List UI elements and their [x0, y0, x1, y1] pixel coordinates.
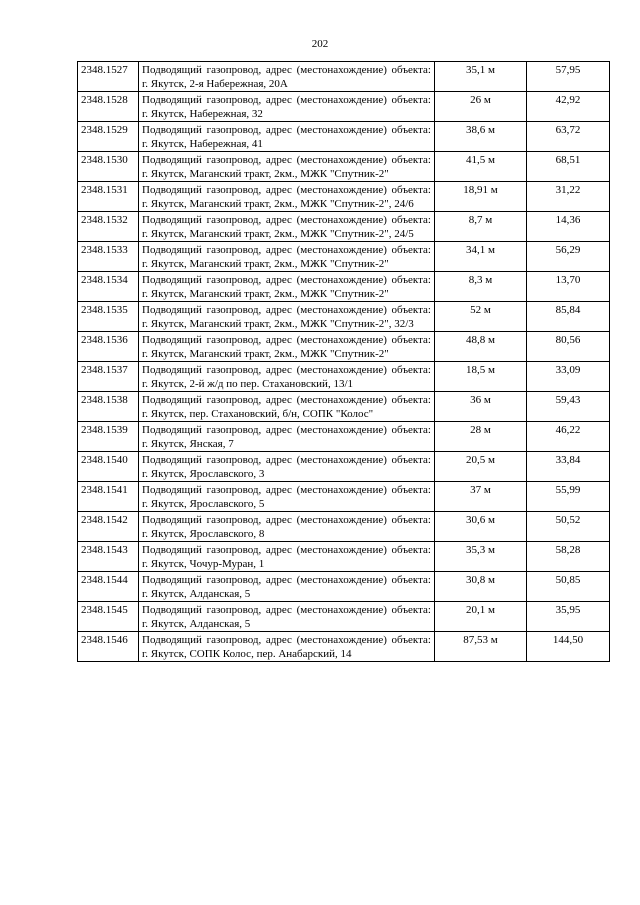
description-cell: Подводящий газопровод, адрес (местонахождение) объекта: г. Якутск, пер. Стахановский, б/н, СОПК "Колос" — [139, 392, 435, 422]
row-number-cell: 2348.1530 — [78, 152, 139, 182]
registry-table-body — [78, 62, 610, 662]
value-cell: 13,70 — [527, 272, 610, 302]
table-row — [78, 272, 610, 302]
row-number-cell: 2348.1539 — [78, 422, 139, 452]
description-cell: Подводящий газопровод, адрес (местонахождение) объекта: г. Якутск, Ярославского, 5 — [139, 482, 435, 512]
length-cell: 34,1 м — [435, 242, 527, 272]
description-cell: Подводящий газопровод, адрес (местонахождение) объекта: г. Якутск, Маганский тракт, 2км., МЖК "Спутник-2" — [139, 152, 435, 182]
length-cell: 20,1 м — [435, 602, 527, 632]
row-number-cell: 2348.1544 — [78, 572, 139, 602]
description-cell: Подводящий газопровод, адрес (местонахождение) объекта: г. Якутск, Маганский тракт, 2км., МЖК "Спутник-2", 32/3 — [139, 302, 435, 332]
table-row — [78, 632, 610, 662]
description-cell: Подводящий газопровод, адрес (местонахождение) объекта: г. Якутск, 2-й ж/д по пер. Стахановский, 13/1 — [139, 362, 435, 392]
length-cell: 48,8 м — [435, 332, 527, 362]
row-number-cell: 2348.1535 — [78, 302, 139, 332]
table-row — [78, 332, 610, 362]
length-cell: 41,5 м — [435, 152, 527, 182]
value-cell: 59,43 — [527, 392, 610, 422]
length-cell: 52 м — [435, 302, 527, 332]
row-number-cell: 2348.1534 — [78, 272, 139, 302]
table-row — [78, 362, 610, 392]
length-cell: 30,6 м — [435, 512, 527, 542]
length-cell: 18,91 м — [435, 182, 527, 212]
table-row — [78, 242, 610, 272]
row-number-cell: 2348.1538 — [78, 392, 139, 422]
length-cell: 28 м — [435, 422, 527, 452]
value-cell: 14,36 — [527, 212, 610, 242]
description-cell: Подводящий газопровод, адрес (местонахождение) объекта: г. Якутск, 2-я Набережная, 20А — [139, 62, 435, 92]
length-cell: 36 м — [435, 392, 527, 422]
description-cell: Подводящий газопровод, адрес (местонахождение) объекта: г. Якутск, Маганский тракт, 2км., МЖК "Спутник-2", 24/5 — [139, 212, 435, 242]
length-cell: 35,3 м — [435, 542, 527, 572]
table-row — [78, 572, 610, 602]
length-cell: 8,3 м — [435, 272, 527, 302]
row-number-cell: 2348.1542 — [78, 512, 139, 542]
row-number-cell: 2348.1546 — [78, 632, 139, 662]
value-cell: 58,28 — [527, 542, 610, 572]
description-cell: Подводящий газопровод, адрес (местонахождение) объекта: г. Якутск, Алданская, 5 — [139, 572, 435, 602]
value-cell: 56,29 — [527, 242, 610, 272]
value-cell: 85,84 — [527, 302, 610, 332]
row-number-cell: 2348.1540 — [78, 452, 139, 482]
value-cell: 63,72 — [527, 122, 610, 152]
value-cell: 80,56 — [527, 332, 610, 362]
value-cell: 144,50 — [527, 632, 610, 662]
value-cell: 55,99 — [527, 482, 610, 512]
row-number-cell: 2348.1543 — [78, 542, 139, 572]
value-cell: 50,52 — [527, 512, 610, 542]
value-cell: 33,09 — [527, 362, 610, 392]
table-row — [78, 602, 610, 632]
value-cell: 68,51 — [527, 152, 610, 182]
table-row — [78, 482, 610, 512]
description-cell: Подводящий газопровод, адрес (местонахождение) объекта: г. Якутск, Ярославского, 3 — [139, 452, 435, 482]
description-cell: Подводящий газопровод, адрес (местонахождение) объекта: г. Якутск, Набережная, 41 — [139, 122, 435, 152]
value-cell: 42,92 — [527, 92, 610, 122]
description-cell: Подводящий газопровод, адрес (местонахождение) объекта: г. Якутск, Маганский тракт, 2км., МЖК "Спутник-2" — [139, 242, 435, 272]
value-cell: 33,84 — [527, 452, 610, 482]
description-cell: Подводящий газопровод, адрес (местонахождение) объекта: г. Якутск, Маганский тракт, 2км., МЖК "Спутник-2", 24/6 — [139, 182, 435, 212]
description-cell: Подводящий газопровод, адрес (местонахождение) объекта: г. Якутск, Чочур-Муран, 1 — [139, 542, 435, 572]
value-cell: 57,95 — [527, 62, 610, 92]
table-row — [78, 422, 610, 452]
table-row — [78, 392, 610, 422]
value-cell: 50,85 — [527, 572, 610, 602]
length-cell: 35,1 м — [435, 62, 527, 92]
table-row — [78, 512, 610, 542]
table-row — [78, 152, 610, 182]
table-row — [78, 302, 610, 332]
row-number-cell: 2348.1533 — [78, 242, 139, 272]
description-cell: Подводящий газопровод, адрес (местонахождение) объекта: г. Якутск, Ярославского, 8 — [139, 512, 435, 542]
description-cell: Подводящий газопровод, адрес (местонахождение) объекта: г. Якутск, Маганский тракт, 2км., МЖК "Спутник-2" — [139, 272, 435, 302]
row-number-cell: 2348.1536 — [78, 332, 139, 362]
row-number-cell: 2348.1529 — [78, 122, 139, 152]
length-cell: 26 м — [435, 92, 527, 122]
table-row — [78, 122, 610, 152]
description-cell: Подводящий газопровод, адрес (местонахождение) объекта: г. Якутск, СОПК Колос, пер. Анабарский, 14 — [139, 632, 435, 662]
length-cell: 30,8 м — [435, 572, 527, 602]
description-cell: Подводящий газопровод, адрес (местонахождение) объекта: г. Якутск, Набережная, 32 — [139, 92, 435, 122]
length-cell: 8,7 м — [435, 212, 527, 242]
length-cell: 38,6 м — [435, 122, 527, 152]
row-number-cell: 2348.1531 — [78, 182, 139, 212]
description-cell: Подводящий газопровод, адрес (местонахождение) объекта: г. Якутск, Маганский тракт, 2км., МЖК "Спутник-2" — [139, 332, 435, 362]
row-number-cell: 2348.1527 — [78, 62, 139, 92]
table-row — [78, 92, 610, 122]
row-number-cell: 2348.1537 — [78, 362, 139, 392]
row-number-cell: 2348.1541 — [78, 482, 139, 512]
description-cell: Подводящий газопровод, адрес (местонахождение) объекта: г. Якутск, Алданская, 5 — [139, 602, 435, 632]
length-cell: 18,5 м — [435, 362, 527, 392]
table-row — [78, 542, 610, 572]
table-row — [78, 212, 610, 242]
description-cell: Подводящий газопровод, адрес (местонахождение) объекта: г. Якутск, Янская, 7 — [139, 422, 435, 452]
length-cell: 20,5 м — [435, 452, 527, 482]
length-cell: 87,53 м — [435, 632, 527, 662]
table-row — [78, 452, 610, 482]
property-registry-table — [77, 61, 610, 662]
row-number-cell: 2348.1532 — [78, 212, 139, 242]
table-row — [78, 182, 610, 212]
page-number: 202 — [311, 38, 329, 50]
row-number-cell: 2348.1528 — [78, 92, 139, 122]
value-cell: 35,95 — [527, 602, 610, 632]
value-cell: 31,22 — [527, 182, 610, 212]
length-cell: 37 м — [435, 482, 527, 512]
table-row — [78, 62, 610, 92]
row-number-cell: 2348.1545 — [78, 602, 139, 632]
value-cell: 46,22 — [527, 422, 610, 452]
